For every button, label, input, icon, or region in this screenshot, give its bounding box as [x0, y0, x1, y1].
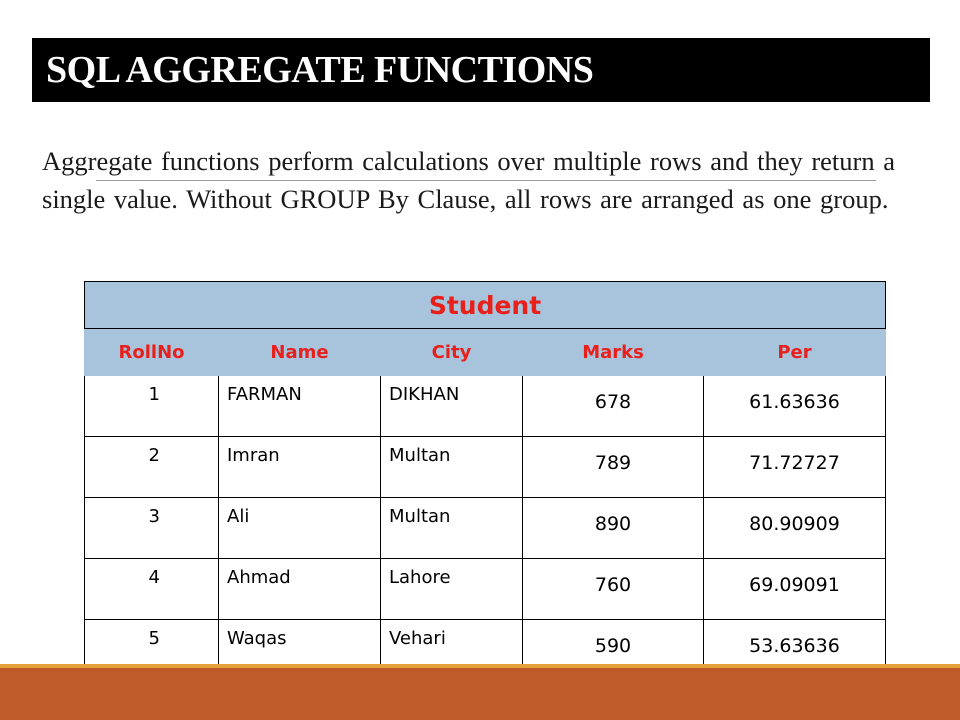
column-header-name: Name	[219, 329, 381, 376]
cell-name: Ahmad	[219, 559, 381, 620]
cell-marks: 678	[523, 376, 704, 437]
title-bar	[32, 38, 930, 102]
cell-name: Waqas	[219, 620, 381, 681]
cell-per: 71.72727	[704, 437, 886, 498]
cell-city: Lahore	[381, 559, 523, 620]
table-caption: Student	[85, 282, 886, 329]
cell-name: Ali	[219, 498, 381, 559]
cell-city: DIKHAN	[381, 376, 523, 437]
cell-marks: 590	[523, 620, 704, 681]
cell-per: 69.09091	[704, 559, 886, 620]
cell-marks: 890	[523, 498, 704, 559]
column-header-marks: Marks	[523, 329, 704, 376]
column-header-rollno: RollNo	[85, 329, 219, 376]
cell-name: FARMAN	[219, 376, 381, 437]
cell-city: Multan	[381, 498, 523, 559]
table-row	[85, 437, 886, 498]
cell-marks: 760	[523, 559, 704, 620]
column-header-city: City	[381, 329, 523, 376]
cell-name: Imran	[219, 437, 381, 498]
cell-per: 80.90909	[704, 498, 886, 559]
student-table	[84, 281, 886, 681]
cell-rollno: 4	[85, 559, 219, 620]
table-row	[85, 376, 886, 437]
cell-rollno: 1	[85, 376, 219, 437]
cell-rollno: 3	[85, 498, 219, 559]
column-header-per: Per	[704, 329, 886, 376]
cell-per: 61.63636	[704, 376, 886, 437]
intro-paragraph: Aggregate functions perform calculations over multiple rows and they return a single value. Without GROUP By Clause, all rows are arranged as one group.	[42, 146, 896, 214]
cell-per: 53.63636	[704, 620, 886, 681]
slide-title: SQL AGGREGATE FUNCTIONS	[46, 49, 594, 91]
cell-city: Multan	[381, 437, 523, 498]
cell-marks: 789	[523, 437, 704, 498]
table-row	[85, 559, 886, 620]
cell-rollno: 2	[85, 437, 219, 498]
cell-rollno: 5	[85, 620, 219, 681]
footer-band	[0, 668, 960, 720]
table-row	[85, 498, 886, 559]
cell-city: Vehari	[381, 620, 523, 681]
